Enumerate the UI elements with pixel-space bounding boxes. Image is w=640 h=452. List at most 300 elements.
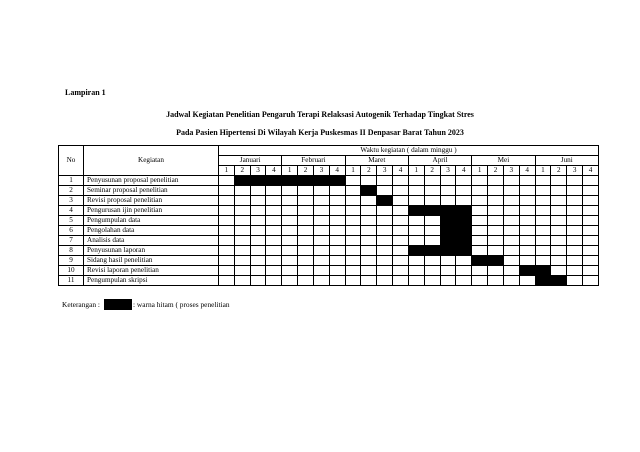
schedule-cell — [503, 256, 519, 266]
schedule-cell — [377, 236, 393, 246]
schedule-cell — [503, 186, 519, 196]
schedule-cell — [551, 206, 567, 216]
row-activity: Pengolahan data — [84, 226, 219, 236]
schedule-cell — [329, 236, 345, 246]
schedule-cell — [472, 216, 488, 226]
header-week: 4 — [329, 166, 345, 176]
schedule-cell — [535, 256, 551, 266]
header-month: Februari — [282, 156, 345, 166]
schedule-cell — [424, 256, 440, 266]
schedule-cell — [488, 216, 504, 226]
header-week: 3 — [313, 166, 329, 176]
schedule-cell — [440, 196, 456, 206]
schedule-cell — [313, 216, 329, 226]
schedule-cell — [313, 256, 329, 266]
schedule-cell-filled — [377, 196, 393, 206]
row-activity: Revisi laporan penelitian — [84, 266, 219, 276]
attachment-label: Lampiran 1 — [65, 88, 106, 97]
schedule-cell — [250, 266, 266, 276]
table-row — [59, 186, 599, 196]
row-activity: Sidang hasil penelitian — [84, 256, 219, 266]
schedule-cell-filled — [313, 176, 329, 186]
schedule-cell — [313, 186, 329, 196]
header-week: 1 — [408, 166, 424, 176]
schedule-cell — [583, 206, 599, 216]
schedule-cell — [583, 176, 599, 186]
schedule-cell — [424, 176, 440, 186]
schedule-cell — [282, 186, 298, 196]
schedule-cell — [503, 226, 519, 236]
schedule-cell — [567, 236, 583, 246]
schedule-cell — [234, 246, 250, 256]
schedule-cell — [424, 196, 440, 206]
schedule-cell — [345, 216, 361, 226]
schedule-cell — [377, 266, 393, 276]
schedule-cell — [329, 266, 345, 276]
schedule-cell — [234, 236, 250, 246]
schedule-cell — [250, 236, 266, 246]
schedule-cell — [393, 266, 409, 276]
schedule-cell — [551, 256, 567, 266]
schedule-cell — [456, 196, 472, 206]
schedule-cell — [535, 196, 551, 206]
schedule-cell — [583, 196, 599, 206]
schedule-cell — [377, 206, 393, 216]
header-week: 4 — [266, 166, 282, 176]
schedule-cell — [219, 196, 235, 206]
schedule-cell — [503, 276, 519, 286]
schedule-cell — [488, 246, 504, 256]
table-row — [59, 276, 599, 286]
schedule-cell — [456, 266, 472, 276]
schedule-cell — [408, 226, 424, 236]
schedule-cell — [567, 276, 583, 286]
schedule-cell — [329, 226, 345, 236]
schedule-cell — [472, 176, 488, 186]
schedule-cell — [345, 266, 361, 276]
schedule-cell — [519, 276, 535, 286]
schedule-cell — [329, 256, 345, 266]
schedule-cell — [408, 176, 424, 186]
schedule-cell — [408, 186, 424, 196]
schedule-cell — [282, 226, 298, 236]
header-week: 4 — [456, 166, 472, 176]
schedule-cell — [298, 266, 314, 276]
schedule-cell — [298, 236, 314, 246]
schedule-cell — [329, 196, 345, 206]
schedule-cell — [234, 256, 250, 266]
schedule-cell — [408, 256, 424, 266]
schedule-cell — [567, 216, 583, 226]
schedule-cell — [219, 216, 235, 226]
schedule-cell — [472, 236, 488, 246]
schedule-cell — [567, 256, 583, 266]
schedule-cell — [250, 186, 266, 196]
schedule-cell — [551, 236, 567, 246]
row-number: 2 — [59, 186, 84, 196]
schedule-cell — [567, 176, 583, 186]
schedule-cell — [361, 236, 377, 246]
schedule-cell — [234, 186, 250, 196]
schedule-cell — [393, 216, 409, 226]
schedule-cell — [393, 256, 409, 266]
schedule-cell-filled — [440, 216, 456, 226]
schedule-cell — [345, 176, 361, 186]
row-activity: Penyusunan proposal penelitian — [84, 176, 219, 186]
schedule-cell — [250, 216, 266, 226]
schedule-cell — [282, 196, 298, 206]
schedule-cell — [519, 186, 535, 196]
schedule-cell — [393, 246, 409, 256]
schedule-cell — [377, 276, 393, 286]
schedule-cell — [393, 196, 409, 206]
schedule-cell — [313, 246, 329, 256]
schedule-cell — [535, 216, 551, 226]
schedule-cell — [361, 266, 377, 276]
row-number: 5 — [59, 216, 84, 226]
schedule-cell — [472, 226, 488, 236]
schedule-cell — [329, 216, 345, 226]
header-week: 1 — [472, 166, 488, 176]
schedule-cell — [234, 216, 250, 226]
schedule-cell — [377, 246, 393, 256]
schedule-cell — [313, 226, 329, 236]
schedule-cell — [219, 236, 235, 246]
schedule-cell — [298, 206, 314, 216]
schedule-cell — [488, 186, 504, 196]
header-week: 3 — [440, 166, 456, 176]
schedule-cell — [408, 276, 424, 286]
schedule-cell — [219, 226, 235, 236]
schedule-cell — [551, 196, 567, 206]
schedule-cell-filled — [551, 276, 567, 286]
schedule-cell-filled — [424, 206, 440, 216]
schedule-cell-filled — [440, 206, 456, 216]
table-row — [59, 256, 599, 266]
schedule-cell — [266, 276, 282, 286]
schedule-cell-filled — [234, 176, 250, 186]
schedule-cell — [393, 176, 409, 186]
schedule-cell-filled — [535, 276, 551, 286]
header-week: 2 — [488, 166, 504, 176]
schedule-cell — [345, 256, 361, 266]
schedule-cell — [393, 226, 409, 236]
schedule-cell — [345, 196, 361, 206]
schedule-cell-filled — [456, 236, 472, 246]
schedule-header — [59, 146, 599, 176]
schedule-cell — [440, 176, 456, 186]
schedule-cell — [361, 206, 377, 216]
schedule-cell — [313, 236, 329, 246]
schedule-cell-filled — [408, 206, 424, 216]
schedule-cell-filled — [456, 226, 472, 236]
schedule-cell — [313, 266, 329, 276]
schedule-cell — [345, 226, 361, 236]
table-row — [59, 196, 599, 206]
schedule-cell — [282, 236, 298, 246]
schedule-body — [59, 176, 599, 286]
schedule-cell-filled — [298, 176, 314, 186]
schedule-cell — [329, 276, 345, 286]
schedule-cell — [282, 276, 298, 286]
schedule-cell — [266, 226, 282, 236]
schedule-cell — [488, 236, 504, 246]
schedule-cell — [456, 276, 472, 286]
schedule-cell — [408, 266, 424, 276]
schedule-cell — [503, 246, 519, 256]
header-week: 2 — [551, 166, 567, 176]
schedule-cell — [503, 176, 519, 186]
schedule-cell — [313, 206, 329, 216]
document-title-line-1: Jadwal Kegiatan Penelitian Pengaruh Terapi Relaksasi Autogenik Terhadap Tingkat Stres — [166, 110, 474, 119]
schedule-cell-filled — [519, 266, 535, 276]
header-week: 3 — [567, 166, 583, 176]
schedule-cell — [583, 256, 599, 266]
schedule-cell — [313, 276, 329, 286]
schedule-cell — [313, 196, 329, 206]
schedule-cell — [266, 206, 282, 216]
row-activity: Seminar proposal penelitian — [84, 186, 219, 196]
schedule-cell — [329, 186, 345, 196]
schedule-cell — [345, 186, 361, 196]
schedule-cell — [219, 246, 235, 256]
row-number: 6 — [59, 226, 84, 236]
schedule-cell — [345, 206, 361, 216]
schedule-cell — [250, 246, 266, 256]
schedule-cell — [234, 196, 250, 206]
header-week: 2 — [234, 166, 250, 176]
schedule-cell — [440, 266, 456, 276]
schedule-cell — [377, 176, 393, 186]
schedule-cell — [456, 176, 472, 186]
schedule-cell — [535, 236, 551, 246]
schedule-cell — [551, 186, 567, 196]
row-activity: Pengumpulan skripsi — [84, 276, 219, 286]
header-month: Januari — [219, 156, 282, 166]
schedule-cell — [551, 246, 567, 256]
schedule-cell — [583, 266, 599, 276]
schedule-cell — [519, 216, 535, 226]
table-row — [59, 206, 599, 216]
schedule-cell — [234, 266, 250, 276]
schedule-cell-filled — [250, 176, 266, 186]
schedule-cell — [535, 176, 551, 186]
schedule-cell — [393, 186, 409, 196]
header-week: 4 — [583, 166, 599, 176]
schedule-table — [58, 145, 599, 286]
schedule-cell — [424, 216, 440, 226]
schedule-cell — [250, 276, 266, 286]
row-number: 8 — [59, 246, 84, 256]
schedule-cell — [567, 246, 583, 256]
row-activity: Pengumpulan data — [84, 216, 219, 226]
header-week: 1 — [535, 166, 551, 176]
schedule-cell — [472, 266, 488, 276]
row-number: 7 — [59, 236, 84, 246]
schedule-cell — [567, 196, 583, 206]
table-row — [59, 236, 599, 246]
schedule-cell-filled — [456, 246, 472, 256]
schedule-cell — [298, 226, 314, 236]
row-activity: Pengurusan ijin penelitian — [84, 206, 219, 216]
row-number: 3 — [59, 196, 84, 206]
schedule-cell — [519, 256, 535, 266]
schedule-cell — [535, 246, 551, 256]
schedule-cell — [266, 216, 282, 226]
schedule-cell — [424, 276, 440, 286]
row-number: 9 — [59, 256, 84, 266]
schedule-cell — [266, 186, 282, 196]
schedule-cell — [535, 186, 551, 196]
schedule-cell — [361, 196, 377, 206]
schedule-cell — [393, 276, 409, 286]
schedule-cell — [282, 256, 298, 266]
schedule-cell — [219, 266, 235, 276]
schedule-cell — [266, 266, 282, 276]
legend-text: : warna hitam ( proses penelitian — [132, 300, 230, 309]
header-month: Maret — [345, 156, 408, 166]
schedule-cell — [519, 176, 535, 186]
legend-swatch — [104, 299, 132, 310]
legend — [62, 299, 230, 310]
schedule-cell — [503, 196, 519, 206]
header-month: Juni — [535, 156, 598, 166]
schedule-cell — [503, 236, 519, 246]
schedule-cell-filled — [329, 176, 345, 186]
header-kegiatan: Kegiatan — [84, 146, 219, 176]
schedule-cell — [298, 246, 314, 256]
schedule-cell — [393, 206, 409, 216]
schedule-cell — [472, 246, 488, 256]
schedule-cell — [234, 276, 250, 286]
schedule-cell — [250, 196, 266, 206]
header-week: 4 — [393, 166, 409, 176]
schedule-cell — [298, 276, 314, 286]
schedule-cell — [329, 206, 345, 216]
schedule-cell — [535, 226, 551, 236]
schedule-cell — [250, 206, 266, 216]
schedule-cell-filled — [282, 176, 298, 186]
row-number: 10 — [59, 266, 84, 276]
header-week: 2 — [424, 166, 440, 176]
schedule-cell — [234, 226, 250, 236]
row-number: 1 — [59, 176, 84, 186]
schedule-cell-filled — [488, 256, 504, 266]
schedule-cell — [488, 226, 504, 236]
schedule-cell — [282, 246, 298, 256]
schedule-cell — [583, 276, 599, 286]
schedule-cell — [408, 236, 424, 246]
schedule-cell — [488, 266, 504, 276]
schedule-cell — [472, 186, 488, 196]
header-month: April — [408, 156, 471, 166]
schedule-cell-filled — [266, 176, 282, 186]
schedule-cell — [282, 216, 298, 226]
schedule-cell — [377, 256, 393, 266]
schedule-cell-filled — [408, 246, 424, 256]
schedule-cell — [424, 226, 440, 236]
schedule-cell — [440, 256, 456, 266]
schedule-cell — [519, 206, 535, 216]
schedule-cell — [377, 216, 393, 226]
schedule-cell — [234, 206, 250, 216]
schedule-cell — [503, 206, 519, 216]
schedule-cell — [361, 246, 377, 256]
schedule-cell — [424, 266, 440, 276]
schedule-cell — [583, 186, 599, 196]
schedule-cell — [408, 216, 424, 226]
schedule-cell — [345, 246, 361, 256]
header-no: No — [59, 146, 84, 176]
schedule-cell — [219, 206, 235, 216]
schedule-cell — [219, 256, 235, 266]
schedule-cell — [298, 256, 314, 266]
schedule-cell — [440, 276, 456, 286]
table-row — [59, 176, 599, 186]
header-week: 2 — [298, 166, 314, 176]
schedule-cell — [472, 276, 488, 286]
schedule-cell — [488, 276, 504, 286]
schedule-cell — [503, 266, 519, 276]
schedule-cell — [551, 216, 567, 226]
schedule-cell — [567, 266, 583, 276]
document-title-line-2: Pada Pasien Hipertensi Di Wilayah Kerja Puskesmas II Denpasar Barat Tahun 2023 — [176, 128, 464, 137]
schedule-cell — [551, 266, 567, 276]
schedule-cell — [567, 186, 583, 196]
schedule-cell — [219, 176, 235, 186]
schedule-cell — [298, 196, 314, 206]
schedule-cell-filled — [440, 246, 456, 256]
schedule-cell — [535, 206, 551, 216]
schedule-cell — [472, 196, 488, 206]
header-week: 3 — [377, 166, 393, 176]
schedule-cell — [567, 206, 583, 216]
schedule-cell — [456, 186, 472, 196]
schedule-cell-filled — [472, 256, 488, 266]
header-week: 2 — [361, 166, 377, 176]
schedule-cell-filled — [424, 246, 440, 256]
header-month: Mei — [472, 156, 535, 166]
schedule-cell-filled — [440, 226, 456, 236]
table-row — [59, 226, 599, 236]
schedule-cell — [250, 226, 266, 236]
schedule-cell — [282, 266, 298, 276]
schedule-cell — [567, 226, 583, 236]
schedule-cell — [551, 176, 567, 186]
row-activity: Revisi proposal penelitian — [84, 196, 219, 206]
table-row — [59, 246, 599, 256]
schedule-cell — [266, 236, 282, 246]
schedule-cell-filled — [456, 206, 472, 216]
schedule-cell — [266, 196, 282, 206]
schedule-cell — [408, 196, 424, 206]
schedule-cell — [519, 226, 535, 236]
header-week: 1 — [345, 166, 361, 176]
header-waktu: Waktu kegiatan ( dalam minggu ) — [219, 146, 599, 156]
schedule-cell — [519, 196, 535, 206]
schedule-cell — [377, 186, 393, 196]
schedule-cell — [488, 196, 504, 206]
row-activity: Analisis data — [84, 236, 219, 246]
schedule-cell — [472, 206, 488, 216]
schedule-cell — [361, 176, 377, 186]
schedule-cell — [345, 236, 361, 246]
schedule-cell — [440, 186, 456, 196]
schedule-cell — [266, 246, 282, 256]
table-row — [59, 266, 599, 276]
schedule-cell — [583, 216, 599, 226]
header-week: 4 — [519, 166, 535, 176]
